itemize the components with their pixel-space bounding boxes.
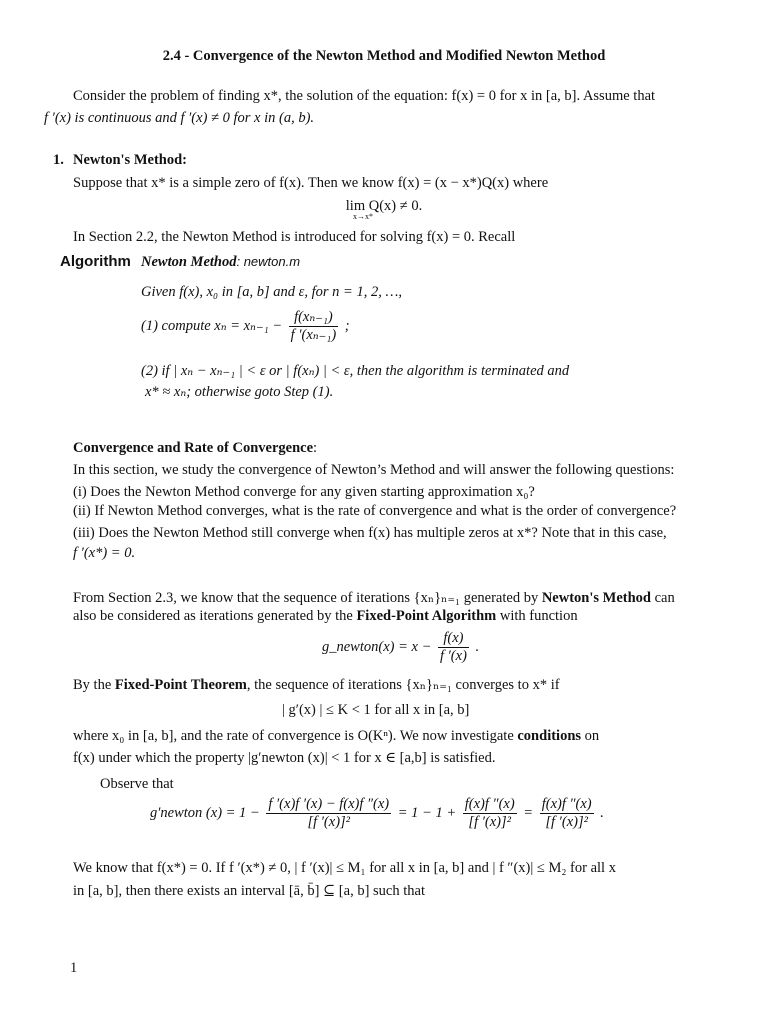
step1-prefix: (1) compute xₙ = xₙ₋₁ − <box>141 317 283 334</box>
question-3-cont: f ′(x*) = 0. <box>73 545 136 561</box>
fraction-1-denominator: [f ′(x)]² <box>266 813 391 831</box>
fixed-point-para-1 <box>73 590 675 607</box>
question-3: (iii) Does the Newton Method still converge when f(x) has multiple zeros at x*? Note that in this case, <box>73 525 667 541</box>
closing-line-1: We know that f(x*) = 0. If f ′(x*) ≠ 0, | f ′(x)| ≤ M₁ for all x in [a, b] and | f ″(x)| ≤ M₂ for all x <box>73 860 616 876</box>
g-newton-fraction <box>438 630 469 665</box>
fp2-text-c: with function <box>496 608 578 624</box>
derivative-equals: = <box>523 804 534 821</box>
derivative-fraction-1 <box>266 796 391 831</box>
step1-numerator: f(xₙ₋₁) <box>294 309 333 325</box>
algorithm-name: Newton Method <box>141 254 237 270</box>
fp4-text-c: on <box>581 728 600 744</box>
g-newton-numerator: f(x) <box>443 630 464 646</box>
page-title: 2.4 - Convergence of the Newton Method and Modified Newton Method <box>162 48 606 64</box>
convergence-heading-text: Convergence and Rate of Convergence <box>73 440 314 456</box>
step1-fraction <box>289 309 339 344</box>
fp-text-c: can <box>650 590 675 606</box>
g-newton-end: . <box>475 638 480 655</box>
recall-text: In Section 2.2, the Newton Method is introduced for solving f(x) = 0. Recall <box>73 229 516 245</box>
intro-line-1: Consider the problem of finding x*, the solution of the equation: f(x) = 0 for x in [a, b]. Assume that <box>73 88 656 104</box>
derivative-lhs: g′newton (x) = 1 − <box>150 804 260 821</box>
derivative-middle: = 1 − 1 + <box>397 804 457 821</box>
fraction-2-numerator: f(x)f ″(x) <box>464 796 515 812</box>
question-2: (ii) If Newton Method converges, what is the rate of convergence and what is the order of convergence? <box>73 503 677 519</box>
convergence-heading-colon: : <box>313 440 318 456</box>
derivative-fraction-2 <box>463 796 517 831</box>
g-newton-equation <box>322 630 479 665</box>
fp3-text-c: , the sequence of iterations {xₙ}ₙ₌₁ converges to x* if <box>246 677 560 693</box>
fraction-3-numerator: f(x)f ″(x) <box>541 796 592 812</box>
page-number: 1 <box>70 960 78 976</box>
closing-line-2: in [a, b], then there exists an interval [ā, b̄] ⊆ [a, b] such that <box>73 883 425 899</box>
algorithm-given: Given f(x), x₀ in [a, b] and ε, for n = 1, 2, …, <box>141 284 402 300</box>
observe-text: Observe that <box>100 776 174 792</box>
derivative-equation <box>150 796 604 831</box>
fp-text-a: From Section 2.3, we know that the sequence of iterations {xₙ}ₙ₌₁ generated by <box>73 590 542 606</box>
algorithm-step-1 <box>141 309 350 344</box>
convergence-heading <box>73 440 317 457</box>
fp3-text-a: By the <box>73 677 115 693</box>
algorithm-step-2-line-1: (2) if | xₙ − xₙ₋₁ | < ε or | f(xₙ) | < ε, then the algorithm is terminated and <box>141 363 570 379</box>
fraction-2-denominator: [f ′(x)]² <box>463 813 517 831</box>
limit-equation <box>0 198 768 215</box>
algorithm-title <box>141 254 300 271</box>
derivative-end: . <box>600 804 604 821</box>
fp2-algorithm-bold: Fixed-Point Algorithm <box>356 608 497 624</box>
fixed-point-para-2 <box>73 608 578 625</box>
g-newton-denominator: f ′(x) <box>439 648 467 664</box>
algorithm-file: : newton.m <box>236 254 301 269</box>
fp2-text-a: also be considered as iterations generated by the <box>73 608 357 624</box>
section-number: 1. <box>53 152 64 168</box>
fixed-point-para-5: f(x) under which the property |g′newton (x)| < 1 for x ∈ [a,b] is satisfied. <box>73 750 496 766</box>
derivative-fraction-3 <box>540 796 594 831</box>
convergence-intro: In this section, we study the convergence of Newton’s Method and will answer the following questions: <box>73 462 675 478</box>
g-newton-lhs: g_newton(x) = x − <box>322 638 432 655</box>
algorithm-label: Algorithm <box>60 253 131 270</box>
fp3-theorem-bold: Fixed-Point Theorem <box>114 677 247 693</box>
fp4-text-a: where x₀ in [a, b], and the rate of convergence is O(Kⁿ). We now investigate <box>73 728 518 744</box>
fp-newton-bold: Newton's Method <box>541 590 651 606</box>
fixed-point-para-3 <box>73 677 560 694</box>
fraction-3-denominator: [f ′(x)]² <box>540 813 594 831</box>
contraction-condition: | g′(x) | ≤ K < 1 for all x in [a, b] <box>282 702 470 718</box>
limit-expression: lim Q(x) ≠ 0. <box>345 198 423 214</box>
limit-subscript: x→x* <box>353 212 373 221</box>
algorithm-step-2-line-2: x* ≈ xₙ; otherwise goto Step (1). <box>145 384 334 400</box>
step1-denominator: f ′(xₙ₋₁) <box>290 327 337 343</box>
section-heading: Newton's Method: <box>73 152 187 168</box>
fixed-point-para-4 <box>73 728 599 745</box>
fp4-conditions-bold: conditions <box>517 728 582 744</box>
question-1: (i) Does the Newton Method converge for any given starting approximation x₀? <box>73 484 535 500</box>
simple-zero-text: Suppose that x* is a simple zero of f(x). Then we know f(x) = (x − x*)Q(x) where <box>73 175 549 191</box>
fraction-1-numerator: f ′(x)f ′(x) − f(x)f ″(x) <box>268 796 390 812</box>
intro-line-2: f ′(x) is continuous and f ′(x) ≠ 0 for x in (a, b). <box>44 110 315 126</box>
step1-suffix: ; <box>344 317 350 334</box>
